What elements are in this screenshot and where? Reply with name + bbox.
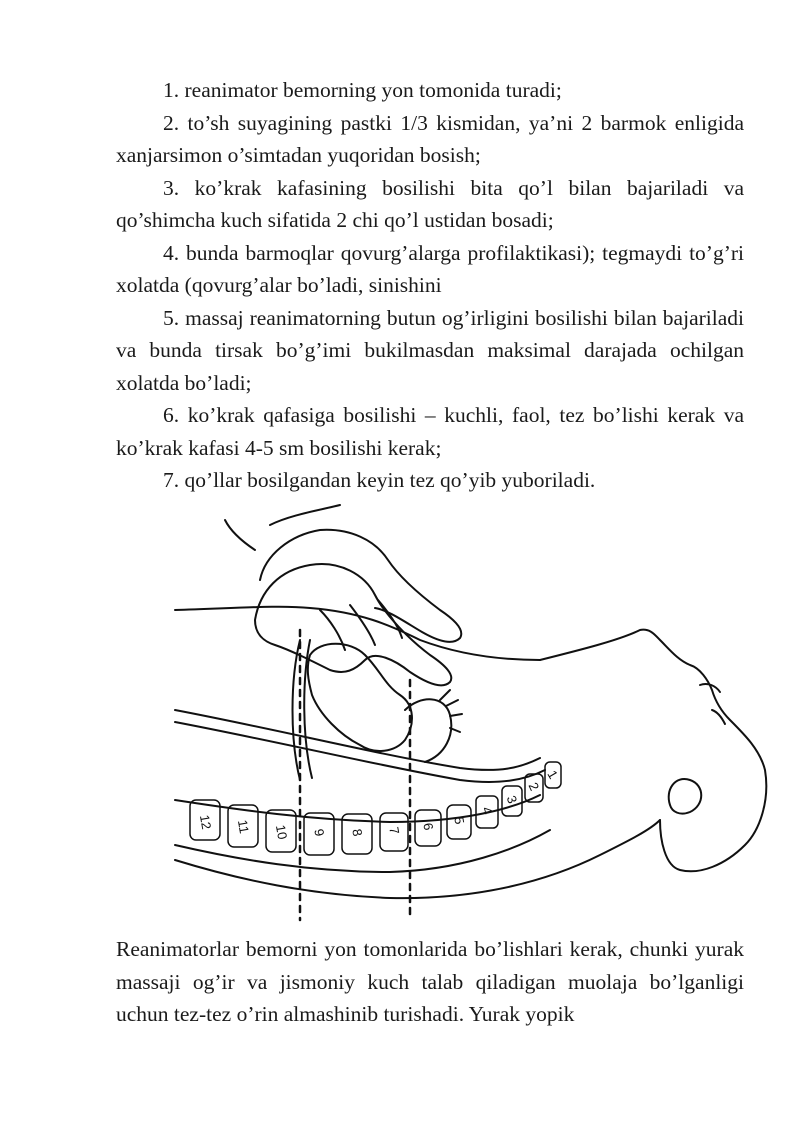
vertebra-label-4: 4 <box>478 805 496 816</box>
vertebra-label-1: 1 <box>544 767 562 782</box>
vertebra-label-7: 7 <box>386 825 403 836</box>
ear <box>669 779 702 814</box>
head-outline <box>540 630 766 872</box>
esophagus <box>293 640 301 780</box>
vertebra-label-9: 9 <box>311 827 328 838</box>
spine-outline-lower <box>175 827 550 872</box>
step-2: 2. to’sh suyagining pastki 1/3 kismidan, ya’ni 2 barmok enligida xanjarsimon o’simtadan yuqoridan bosish; <box>116 110 744 167</box>
aorta <box>405 699 451 762</box>
fingers <box>320 600 402 650</box>
cpr-illustration <box>160 500 780 922</box>
step-5: 5. massaj reanimatorning butun og’irligini bosilishi bilan bajariladi va bunda tirsak bo’g’imi bukilmasdan maksimal darajada ochilgan xolatda bo’ladi; <box>116 305 744 395</box>
body-paragraph: Reanimatorlar bemorni yon tomonlarida bo’lishlari kerak, chunki yurak massaji og’ir va jismoniy kuch talab qiladigan muolaja bo’lganligi uchun tez-tez o’rin almashinib turishadi. Yurak yopik <box>116 937 744 1026</box>
airway-tube-1 <box>175 710 540 770</box>
step-3: 3. ko’krak kafasining bosilishi bita qo’l bilan bajariladi va qo’shimcha kuch sifatida 2 chi qo’l ustidan bosadi; <box>116 175 744 232</box>
step-6: 6. ko’krak qafasiga bosilishi – kuchli, faol, tez bo’lishi kerak va ko’krak kafasi 4-5 sm bosilishi kerak; <box>116 403 744 460</box>
instruction-list <box>116 74 744 497</box>
vertebra-label-10: 10 <box>272 823 291 841</box>
vertebra-label-11: 11 <box>234 818 253 835</box>
vertebra-numbers <box>197 768 561 841</box>
airway-tube-2 <box>175 722 545 782</box>
heart <box>308 644 412 751</box>
vertebra-label-3: 3 <box>503 793 521 806</box>
vertebra-label-5: 5 <box>451 815 468 826</box>
hand-upper <box>260 530 461 642</box>
eye <box>700 684 720 692</box>
vertebra-label-6: 6 <box>420 821 437 832</box>
vertebra-label-8: 8 <box>349 827 366 838</box>
vertebra-label-2: 2 <box>525 780 543 793</box>
vertebra-label-12: 12 <box>196 813 215 831</box>
wrist <box>225 505 340 550</box>
step-4: 4. bunda barmoqlar qovurg’alarga profilaktikasi); tegmaydi to’g’ri xolatda (qovurg’alar bo’ladi, sinishini <box>116 240 744 297</box>
step-7: 7. qo’llar bosilgandan keyin tez qo’yib yuboriladi. <box>163 468 596 492</box>
step-1: 1. reanimator bemorning yon tomonida turadi; <box>163 78 562 102</box>
hand-lower <box>255 564 451 685</box>
